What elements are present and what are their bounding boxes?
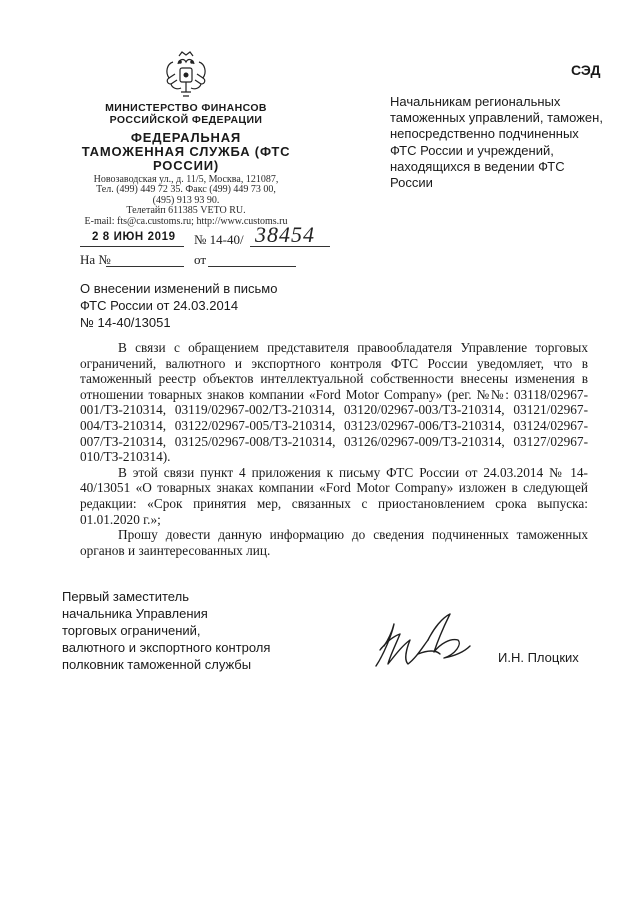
phone-line-2: (495) 913 93 90. <box>152 194 220 206</box>
outgoing-number-handwritten: 38454 <box>255 222 315 247</box>
reference-date-underline <box>208 266 296 267</box>
reference-date-label: от <box>194 252 207 267</box>
email-line: E-mail: fts@ca.customs.ru; http://www.customs.ru <box>84 215 288 227</box>
registration-date: 2 8 ИЮН 2019 <box>92 231 176 243</box>
reference-underline <box>106 266 184 267</box>
subject-line: О внесении изменений в письмо <box>80 281 278 296</box>
address-line: Новозаводская ул., д. 11/5, Москва, 121087, <box>93 174 279 185</box>
body-paragraph: В связи с обращением представителя правообладателя Управление торговых ограничений, валютного и экспортного контроля ФТС России уведомляет, что в таможенный реестр объектов интеллектуальной собственности внесены изменения в отношении товарных знаков компании «Ford Motor Company» (рег. №№: 03118/02967-001/ТЗ-210314, 03119/02967-002/ТЗ-210314, 03120/02967-003/ТЗ-210314, 03121/02967-004/ТЗ-210314, 03122/02967-005/ТЗ-210314, 03123/02967-006/ТЗ-210314, 03124/02967-007/ТЗ-210314, 03125/02967-008/ТЗ-210314, 03126/02967-009/ТЗ-210314, 03127/02967-010/ТЗ-210314). <box>80 340 588 465</box>
coat-of-arms-emblem <box>163 50 209 100</box>
reference-number-label: На № <box>80 252 111 267</box>
subject-block <box>80 280 340 331</box>
date-underline <box>80 246 184 247</box>
teletype-line: Телетайп 611385 VETO RU. <box>126 205 246 217</box>
contacts-block <box>78 175 294 227</box>
phone-line: Тел. (499) 449 72 35. Факс (499) 449 73 00, <box>96 184 276 196</box>
signatory-title-line: торговых ограничений, <box>62 623 201 638</box>
subject-line: № 14-40/13051 <box>80 315 171 330</box>
signatory-name: И.Н. Плоцких <box>498 650 579 665</box>
signatory-title-line: валютного и экспортного контроля <box>62 640 271 655</box>
sed-label: СЭД <box>571 62 601 78</box>
recipients-block: Начальникам региональных таможенных управлений, таможен, непосредственно подчиненных ФТС России и учреждений, находящихся в ведении ФТС России <box>390 94 603 191</box>
body-paragraph: Прошу довести данную информацию до сведения подчиненных таможенных органов и заинтересованных лиц. <box>80 527 588 558</box>
letter-body <box>80 340 588 558</box>
signatory-title-line: Первый заместитель <box>62 589 189 604</box>
subject-line: ФТС России от 24.03.2014 <box>80 298 239 313</box>
service-name: ФЕДЕРАЛЬНАЯ ТАМОЖЕННАЯ СЛУЖБА (ФТС РОССИИ) <box>81 130 291 173</box>
ministry-name: МИНИСТЕРСТВО ФИНАНСОВ РОССИЙСКОЙ ФЕДЕРАЦИИ <box>105 102 267 126</box>
body-paragraph: В этой связи пункт 4 приложения к письму ФТС России от 24.03.2014 № 14-40/13051 «О товарных знаках компании «Ford Motor Company» изложен в следующей редакции: «Срок принятия мер, связанных с приостановлением срока выпуска: 01.01.2020 г.»; <box>80 464 588 527</box>
handwritten-signature <box>370 610 475 672</box>
outgoing-number-label: № 14-40/ <box>194 232 244 247</box>
number-underline <box>250 246 330 247</box>
signatory-title-line: начальника Управления <box>62 606 208 621</box>
signatory-title-line: полковник таможенной службы <box>62 657 252 672</box>
signatory-title <box>62 588 322 673</box>
